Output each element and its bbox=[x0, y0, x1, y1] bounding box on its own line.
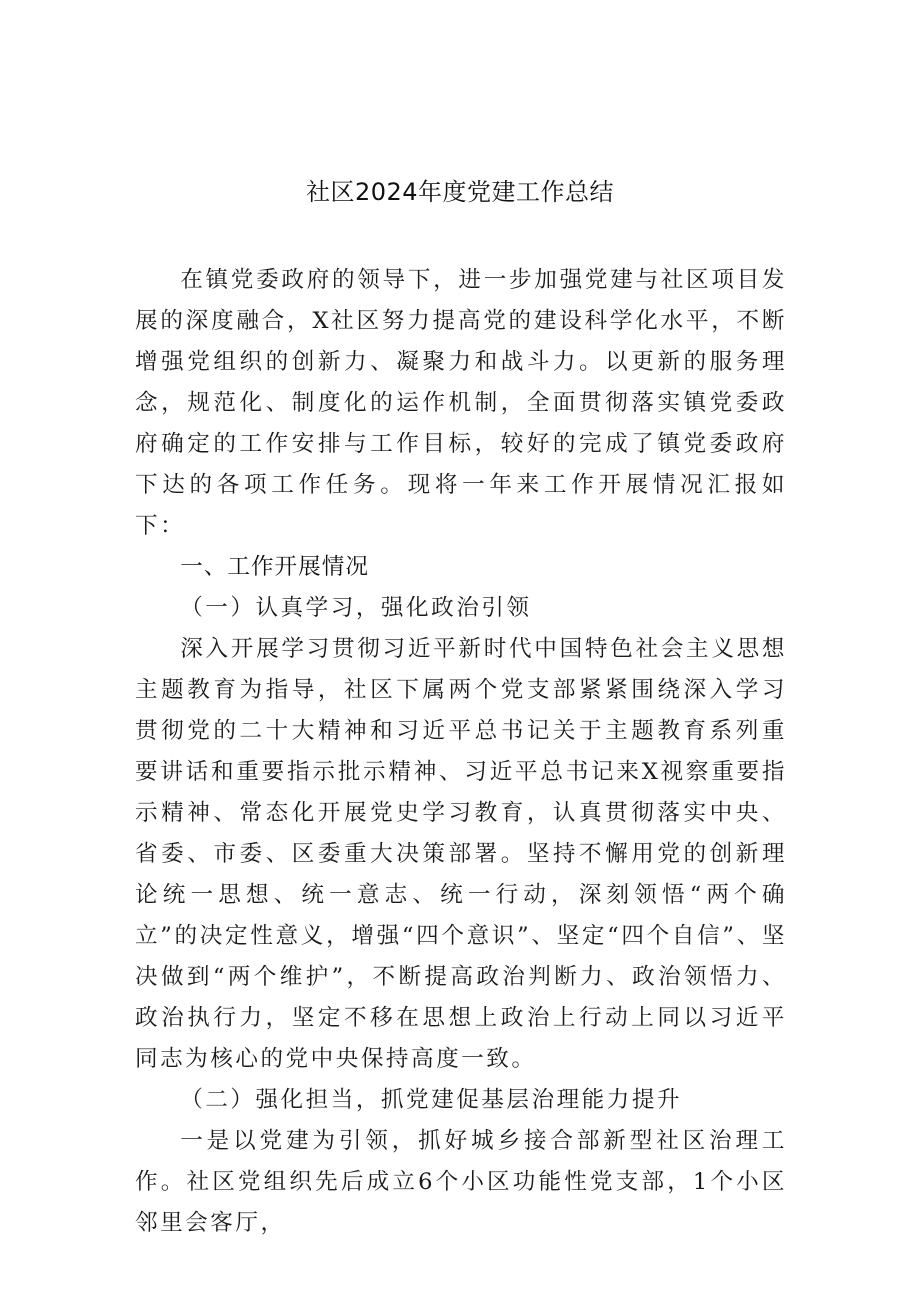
document-title: 社区2024年度党建工作总结 bbox=[305, 178, 615, 206]
document-body bbox=[135, 260, 787, 1244]
section-heading-work-progress: 一、工作开展情况 bbox=[180, 554, 369, 580]
subsection-heading-study: （一）认真学习，强化政治引领 bbox=[180, 595, 532, 621]
subsection-body-study: 深入开展学习贯彻习近平新时代中国特色社会主义思想主题教育为指导，社区下属两个党支部紧紧围绕深入学习贯彻党的二十大精神和习近平总书记关于主题教育系列重要讲话和重要指示批示精神、习近平总书记来X视察重要指示精神、常态化开展党史学习教育，认真贯彻落实中央、省委、市委、区委重大决策部署。坚持不懈用党的创新理论统一思想、统一意志、统一行动，深刻领悟“两个确立”的决定性意义，增强“四个意识”、坚定“四个自信”、坚决做到“两个维护”，不断提高政治判断力、政治领悟力、政治执行力，坚定不移在思想上政治上行动上同以习近平同志为核心的党中央保持高度一致。 bbox=[135, 636, 787, 1072]
subsection-heading-governance: （二）强化担当，抓党建促基层治理能力提升 bbox=[180, 1087, 683, 1113]
intro-paragraph: 在镇党委政府的领导下，进一步加强党建与社区项目发展的深度融合，X社区努力提高党的建设科学化水平，不断增强党组织的创新力、凝聚力和战斗力。以更新的服务理念，规范化、制度化的运作机制，全面贯彻落实镇党委政府确定的工作安排与工作目标，较好的完成了镇党委政府下达的各项工作任务。现将一年来工作开展情况汇报如下： bbox=[135, 267, 787, 539]
subsection-body-governance: 一是以党建为引领，抓好城乡接合部新型社区治理工作。社区党组织先后成立6个小区功能性党支部，1个小区邻里会客厅， bbox=[135, 1128, 787, 1236]
